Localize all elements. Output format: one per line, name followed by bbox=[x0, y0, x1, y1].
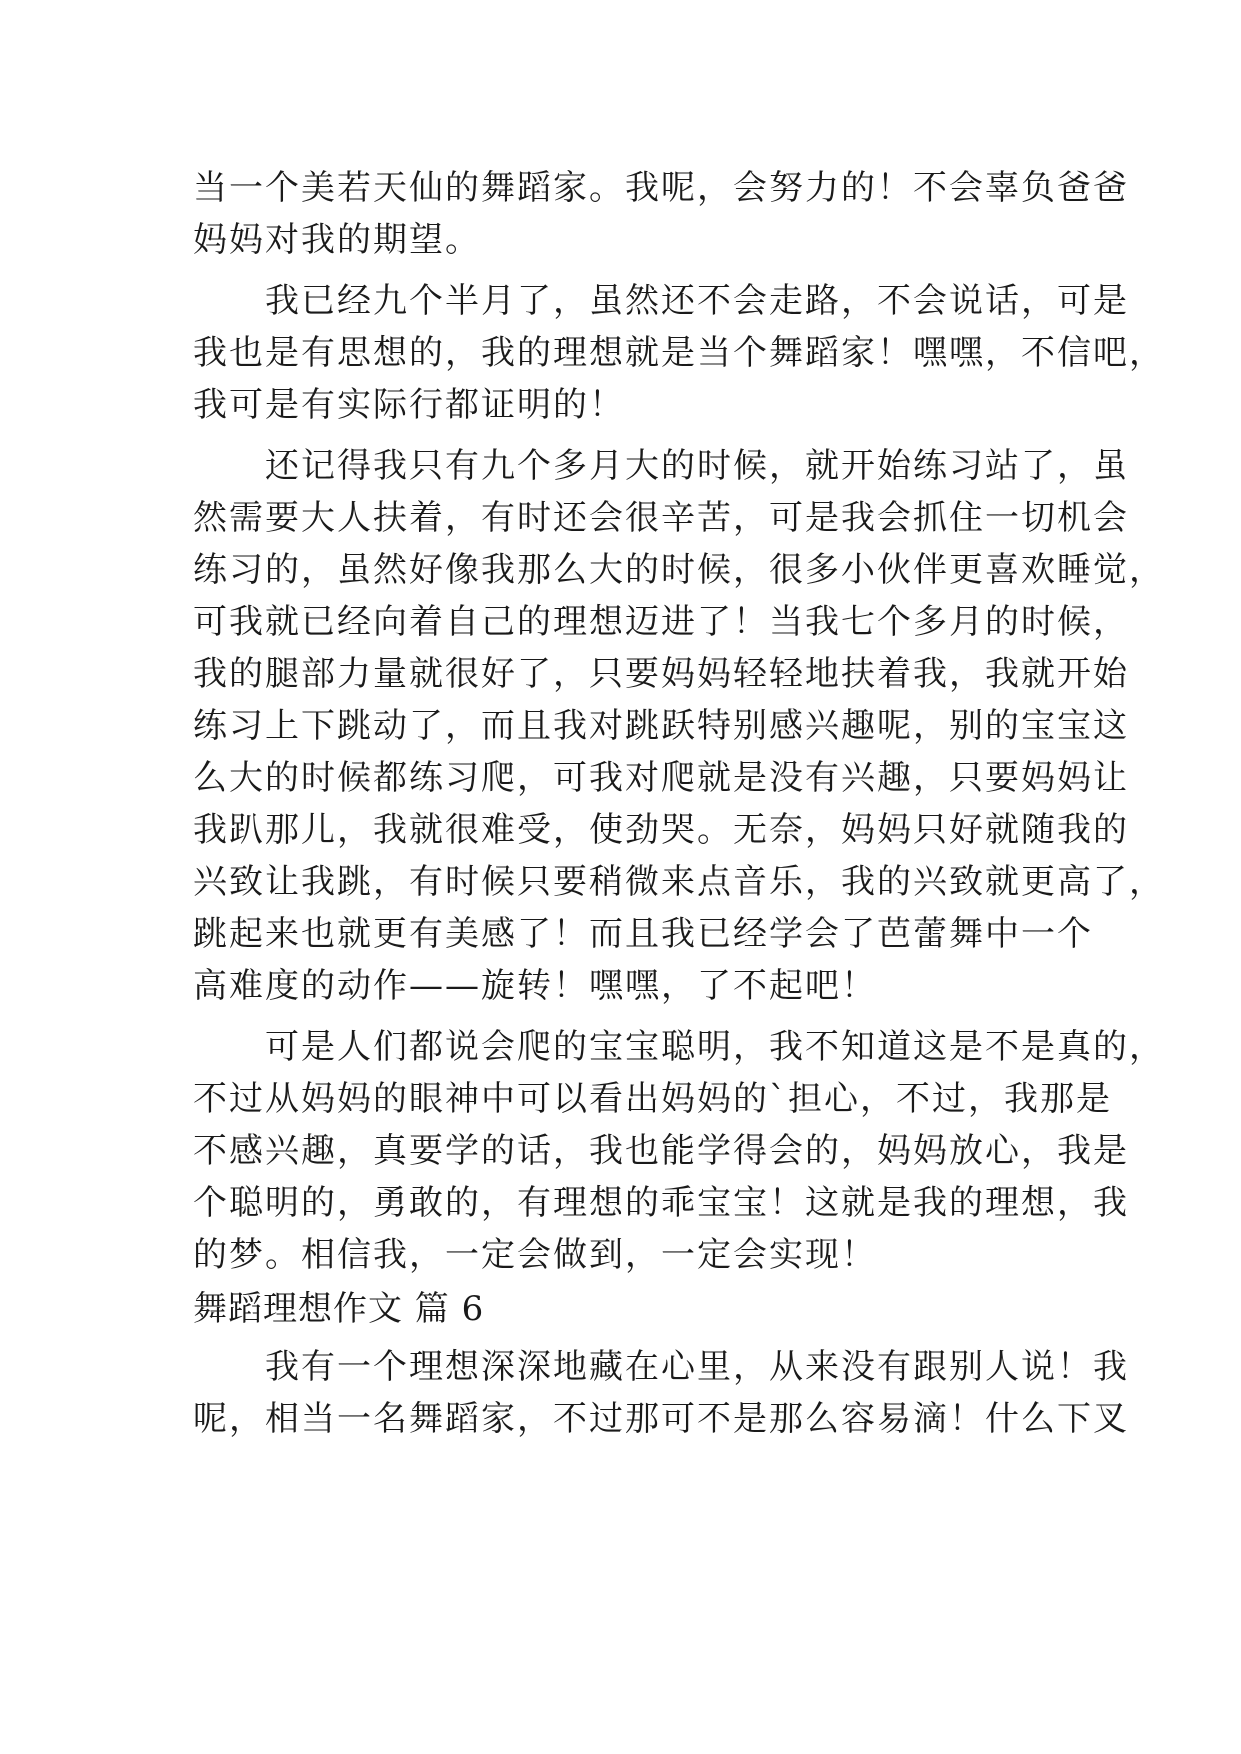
text-line: 妈妈对我的期望。 bbox=[193, 220, 481, 260]
text-line: 呢，相当一名舞蹈家，不过那可不是那么容易滴！什么下叉 bbox=[193, 1399, 1129, 1439]
text-line: 练习上下跳动了，而且我对跳跃特别感兴趣呢，别的宝宝这 bbox=[193, 706, 1129, 746]
text-line: 不感兴趣，真要学的话，我也能学得会的，妈妈放心，我是 bbox=[193, 1131, 1129, 1171]
text-line: 我可是有实际行都证明的！ bbox=[193, 385, 625, 425]
text-line: 的梦。相信我，一定会做到，一定会实现！ bbox=[193, 1235, 877, 1275]
text-line: 还记得我只有九个多月大的时候，就开始练习站了，虽 bbox=[193, 446, 1129, 486]
text-line: 我已经九个半月了，虽然还不会走路，不会说话，可是 bbox=[193, 281, 1129, 321]
text-line: 不过从妈妈的眼神中可以看出妈妈的`担心，不过，我那是 bbox=[193, 1079, 1112, 1119]
text-line: 跳起来也就更有美感了！而且我已经学会了芭蕾舞中一个 bbox=[193, 914, 1093, 954]
text-line: 我也是有思想的，我的理想就是当个舞蹈家！嘿嘿，不信吧， bbox=[193, 333, 1165, 373]
text-line: 兴致让我跳，有时候只要稍微来点音乐，我的兴致就更高了， bbox=[193, 862, 1165, 902]
text-line: 当一个美若天仙的舞蹈家。我呢，会努力的！不会辜负爸爸 bbox=[193, 168, 1129, 208]
text-line: 我的腿部力量就很好了，只要妈妈轻轻地扶着我，我就开始 bbox=[193, 654, 1129, 694]
text-line: 练习的，虽然好像我那么大的时候，很多小伙伴更喜欢睡觉， bbox=[193, 550, 1165, 590]
text-line: 我趴那儿，我就很难受，使劲哭。无奈，妈妈只好就随我的 bbox=[193, 810, 1129, 850]
text-line: 么大的时候都练习爬，可我对爬就是没有兴趣，只要妈妈让 bbox=[193, 758, 1129, 798]
text-line: 高难度的动作——旋转！嘿嘿，了不起吧！ bbox=[193, 966, 877, 1006]
text-line: 个聪明的，勇敢的，有理想的乖宝宝！这就是我的理想，我 bbox=[193, 1183, 1129, 1223]
text-line: 然需要大人扶着，有时还会很辛苦，可是我会抓住一切机会 bbox=[193, 498, 1129, 538]
text-line: 可是人们都说会爬的宝宝聪明，我不知道这是不是真的， bbox=[193, 1027, 1165, 1067]
text-line: 可我就已经向着自己的理想迈进了！当我七个多月的时候， bbox=[193, 602, 1129, 642]
text-line: 我有一个理想深深地藏在心里，从来没有跟别人说！我 bbox=[193, 1347, 1129, 1387]
section-heading: 舞蹈理想作文 篇 6 bbox=[193, 1289, 485, 1329]
